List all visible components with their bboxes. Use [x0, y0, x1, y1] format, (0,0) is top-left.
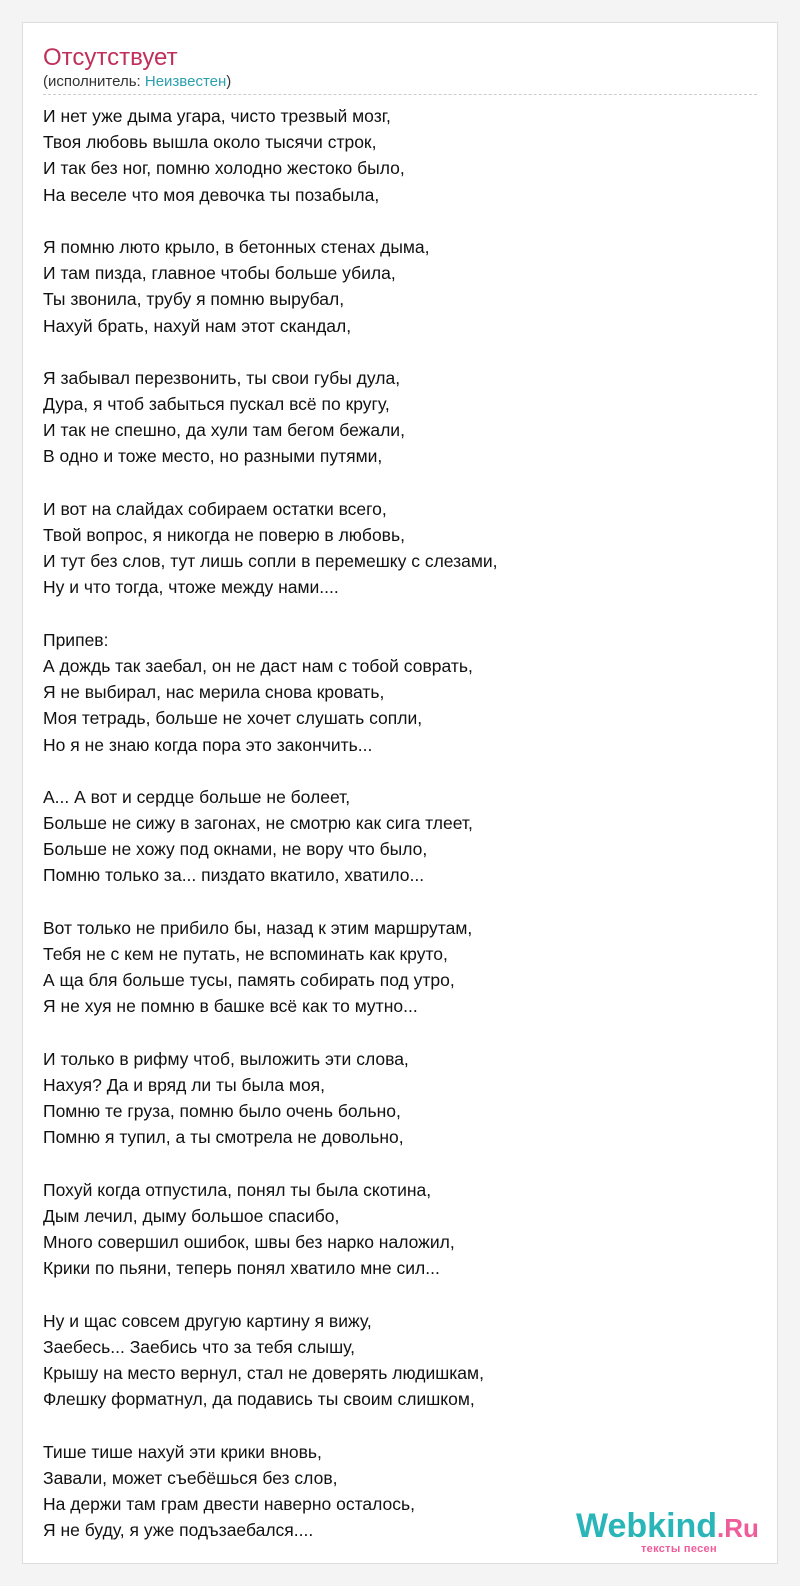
- lyric-line: Вот только не прибило бы, назад к этим маршрутам,: [43, 917, 473, 938]
- logo-main-text: Webkind: [576, 1507, 718, 1545]
- lyric-line: Больше не хожу под окнами, не вору что было,: [43, 839, 428, 860]
- stanza-gap: [43, 758, 759, 784]
- lyric-line: Похуй когда отпустила, понял ты была скотина,: [43, 1179, 432, 1200]
- lyric-line: Помню только за... пиздато вкатило, хватило...: [43, 865, 425, 886]
- lyric-line: Я забывал перезвонить, ты свои губы дула,: [43, 367, 401, 388]
- lyric-line: Больше не сижу в загонах, не смотрю как сига тлеет,: [43, 813, 473, 834]
- artist-link[interactable]: Неизвестен: [144, 73, 227, 90]
- lyric-line: Помню те груза, помню было очень больно,: [43, 1101, 401, 1122]
- lyric-line: Припев:: [43, 629, 109, 650]
- artist-line: [43, 73, 231, 91]
- stanza-gap: [43, 601, 759, 627]
- artist-prefix: (исполнитель:: [43, 73, 145, 90]
- lyric-line: Я не выбирал, нас мерила снова кровать,: [43, 682, 385, 703]
- stanza-gap: [43, 339, 759, 365]
- stanza-gap: [43, 1412, 759, 1438]
- logo-tagline: тексты песен: [641, 1543, 717, 1555]
- lyric-line: И вот на слайдах собираем остатки всего,: [43, 498, 387, 519]
- lyric-line: На держи там грам двести наверно осталось,: [43, 1493, 416, 1514]
- lyric-line: На веселе что моя девочка ты позабыла,: [43, 184, 380, 205]
- lyric-line: Тебя не с кем не путать, не вспоминать как круто,: [43, 944, 448, 964]
- lyric-line: И так не спешно, да хули там бегом бежали,: [43, 420, 405, 441]
- lyric-line: Много совершил ошибок, швы без нарко наложил,: [43, 1232, 455, 1253]
- lyric-line: И нет уже дыма угара, чисто трезвый мозг,: [43, 106, 391, 126]
- header-divider: [43, 94, 757, 95]
- lyric-line: Крики по пьяни, теперь понял хватило мне сил...: [43, 1258, 440, 1279]
- lyric-line: И тут без слов, тут лишь сопли в перемешку с слезами,: [43, 551, 498, 572]
- stanza-gap: [43, 1281, 759, 1307]
- lyric-line: А... А вот и сердце больше не болеет,: [43, 786, 351, 807]
- lyric-line: А дождь так заебал, он не даст нам с тобой соврать,: [43, 655, 473, 676]
- lyric-line: Заебесь... Заебись что за тебя слышу,: [43, 1336, 356, 1357]
- lyric-line: Тише тише нахуй эти крики вновь,: [43, 1441, 322, 1462]
- stanza-gap: [43, 208, 759, 234]
- artist-suffix: ): [226, 73, 232, 90]
- lyric-line: Дура, я чтоб забыться пускал всё по кругу,: [43, 394, 390, 415]
- lyric-line: Дым лечил, дыму большое спасибо,: [43, 1205, 340, 1226]
- lyric-line: Моя тетрадь, больше не хочет слушать сопли,: [43, 708, 423, 729]
- lyric-line: В одно и тоже место, но разными путями,: [43, 446, 383, 467]
- lyric-line: Ну и что тогда, чтоже между нами....: [43, 577, 339, 598]
- lyric-line: Ну и щас совсем другую картину я вижу,: [43, 1310, 372, 1331]
- lyric-line: Твой вопрос, я никогда не поверю в любовь,: [43, 525, 405, 545]
- logo-tld-text: .Ru: [717, 1513, 759, 1543]
- lyric-line: Но я не знаю когда пора это закончить...: [43, 734, 373, 755]
- stanza-gap: [43, 1151, 759, 1177]
- lyric-line: А ща бля больше тусы, память собирать под утро,: [43, 970, 455, 991]
- stanza-gap: [43, 1020, 759, 1046]
- lyric-line: Крышу на место вернул, стал не доверять людишкам,: [43, 1363, 484, 1383]
- lyric-line: Завали, может съебёшься без слов,: [43, 1467, 338, 1488]
- lyric-line: Ты звонила, трубу я помню вырубал,: [43, 289, 345, 310]
- lyric-line: Твоя любовь вышла около тысячи строк,: [43, 132, 377, 153]
- lyric-line: И так без ног, помню холодно жестоко было,: [43, 158, 405, 179]
- lyric-line: Нахуй брать, нахуй нам этот скандал,: [43, 315, 352, 336]
- lyric-line: И только в рифму чтоб, выложить эти слова,: [43, 1048, 409, 1069]
- song-title: Отсутствует: [43, 44, 178, 71]
- webkind-logo[interactable]: [576, 1505, 776, 1559]
- lyric-line: Нахуя? Да и вряд ли ты была моя,: [43, 1074, 326, 1095]
- lyric-line: Я не хуя не помню в башке всё как то мутно...: [43, 996, 418, 1017]
- lyrics-text: [43, 103, 759, 1543]
- lyric-line: Я помню люто крыло, в бетонных стенах дыма,: [43, 236, 430, 257]
- lyric-line: Помню я тупил, а ты смотрела не довольно,: [43, 1127, 404, 1148]
- lyrics-card: [22, 22, 778, 1564]
- lyric-line: Я не буду, я уже подъзаебался....: [43, 1520, 314, 1541]
- stanza-gap: [43, 470, 759, 496]
- lyric-line: Флешку форматнул, да подавись ты своим слишком,: [43, 1389, 475, 1410]
- stanza-gap: [43, 889, 759, 915]
- lyric-line: И там пизда, главное чтобы больше убила,: [43, 263, 396, 284]
